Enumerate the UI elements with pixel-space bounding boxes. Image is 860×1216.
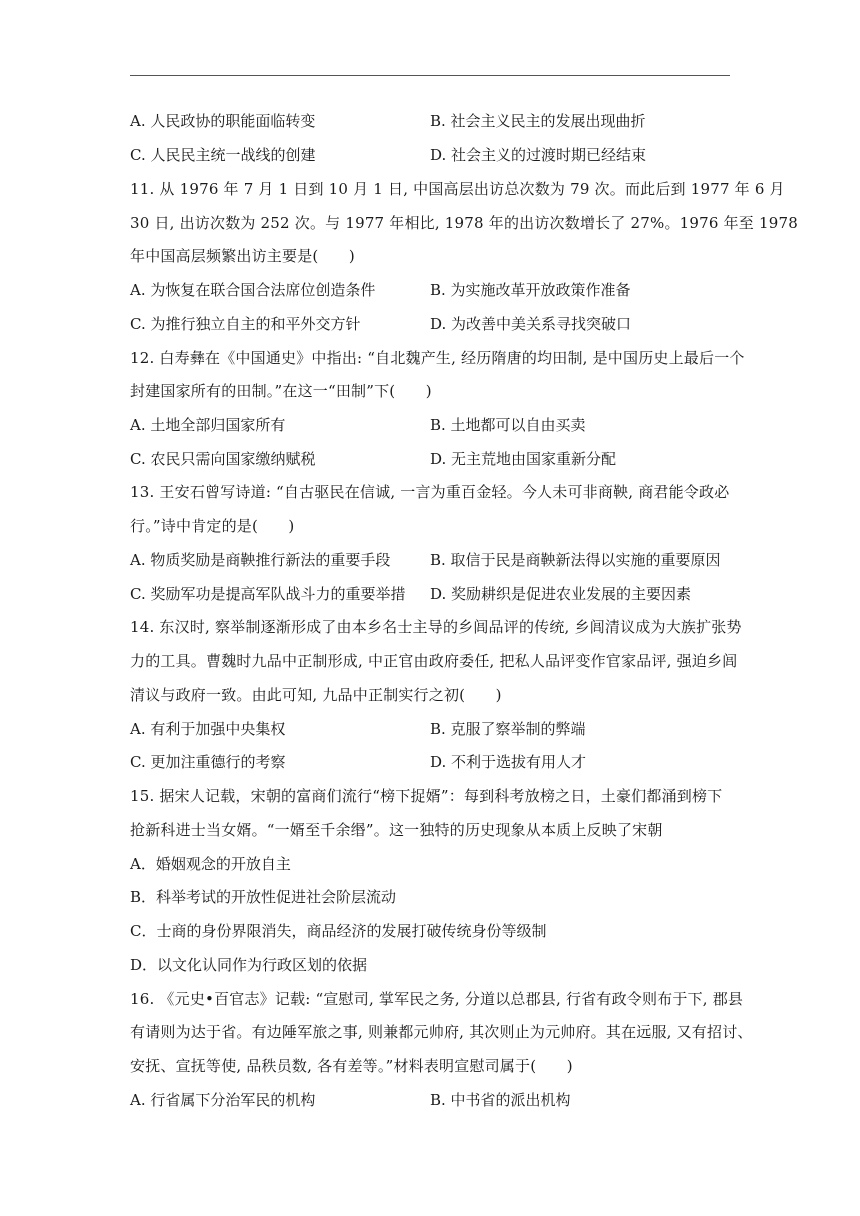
q13-option-a: A. 物质奖励是商鞅推行新法的重要手段 — [130, 551, 391, 569]
q16-stem-line-2: 有请则为达于省。有边陲军旅之事, 则兼都元帅府, 其次则止为元帅府。其在远服, 又有招讨、 — [130, 1023, 753, 1041]
q14-option-d: D. 不利于选拔有用人才 — [430, 753, 587, 771]
q11-stem-line-3: 年中国高层频繁出访主要是( ) — [130, 247, 355, 265]
q13-option-b: B. 取信于民是商鞅新法得以实施的重要原因 — [430, 551, 721, 569]
q15-stem-line-1: 15. 据宋人记载，宋朝的富商们流行“榜下捉婿”：每到科考放榜之日，土豪们都涌到榜下 — [130, 787, 723, 805]
q14-stem-line-1: 14. 东汉时, 察举制逐渐形成了由本乡名士主导的乡闾品评的传统, 乡闾清议成为大族扩张势 — [130, 618, 742, 636]
q11-option-c: C. 为推行独立自主的和平外交方针 — [130, 315, 361, 333]
q10-option-b: B. 社会主义民主的发展出现曲折 — [430, 112, 646, 130]
q14-option-a: A. 有利于加强中央集权 — [130, 720, 286, 738]
q11-option-d: D. 为改善中美关系寻找突破口 — [430, 315, 632, 333]
q13-option-c: C. 奖励军功是提高军队战斗力的重要举措 — [130, 585, 406, 603]
q14-option-b: B. 克服了察举制的弊端 — [430, 720, 586, 738]
q12-option-a: A. 土地全部归国家所有 — [130, 416, 286, 434]
q16-option-b: B. 中书省的派出机构 — [430, 1091, 571, 1109]
header-rule — [130, 75, 730, 76]
q14-stem-line-3: 清议与政府一致。由此可知, 九品中正制实行之初( ) — [130, 686, 502, 704]
q10-option-a: A. 人民政协的职能面临转变 — [130, 112, 316, 130]
q15-option-c: C．士商的身份界限消失，商品经济的发展打破传统身份等级制 — [130, 922, 547, 940]
q16-stem-line-3: 安抚、宣抚等使, 品秩员数, 各有差等。”材料表明宣慰司属于( ) — [130, 1057, 573, 1075]
q16-stem-line-1: 16. 《元史•百官志》记载: “宣慰司, 掌军民之务, 分道以总郡县, 行省有政令则布于下, 郡县 — [130, 990, 744, 1008]
q15-option-d: D．以文化认同作为行政区划的依据 — [130, 956, 368, 974]
q14-stem-line-2: 力的工具。曹魏时九品中正制形成, 中正官由政府委任, 把私人品评变作官家品评, 强迫乡闾 — [130, 652, 738, 670]
q12-option-d: D. 无主荒地由国家重新分配 — [430, 450, 617, 468]
q14-option-c: C. 更加注重德行的考察 — [130, 753, 286, 771]
q12-stem-line-2: 封建国家所有的田制。”在这一“田制”下( ) — [130, 382, 432, 400]
q15-option-a: A．婚姻观念的开放自主 — [130, 855, 291, 873]
q11-stem-line-1: 11. 从 1976 年 7 月 1 日到 10 月 1 日, 中国高层出访总次数为 79 次。而此后到 1977 年 6 月 — [130, 180, 785, 198]
q12-option-c: C. 农民只需向国家缴纳赋税 — [130, 450, 316, 468]
q11-stem-line-2: 30 日, 出访次数为 252 次。与 1977 年相比, 1978 年的出访次数增长了 27%。1976 年至 1978 — [130, 214, 798, 232]
q11-option-b: B. 为实施改革开放政策作准备 — [430, 281, 631, 299]
q13-stem-line-1: 13. 王安石曾写诗道: “自古驱民在信诚, 一言为重百金轻。今人未可非商鞅, 商君能令政必 — [130, 483, 730, 501]
q13-option-d: D. 奖励耕织是促进农业发展的主要因素 — [430, 585, 692, 603]
q12-option-b: B. 土地都可以自由买卖 — [430, 416, 586, 434]
q12-stem-line-1: 12. 白寿彝在《中国通史》中指出: “自北魏产生, 经历隋唐的均田制, 是中国历史上最后一个 — [130, 349, 745, 367]
q11-option-a: A. 为恢复在联合国合法席位创造条件 — [130, 281, 376, 299]
q10-option-c: C. 人民民主统一战线的创建 — [130, 146, 316, 164]
q15-stem-line-2: 抢新科进士当女婿。“一婿至千余缗”。这一独特的历史现象从本质上反映了宋朝 — [130, 821, 663, 839]
q13-stem-line-2: 行。”诗中肯定的是( ) — [130, 517, 295, 535]
q15-option-b: B．科举考试的开放性促进社会阶层流动 — [130, 888, 397, 906]
q16-option-a: A. 行省属下分治军民的机构 — [130, 1091, 316, 1109]
q10-option-d: D. 社会主义的过渡时期已经结束 — [430, 146, 647, 164]
